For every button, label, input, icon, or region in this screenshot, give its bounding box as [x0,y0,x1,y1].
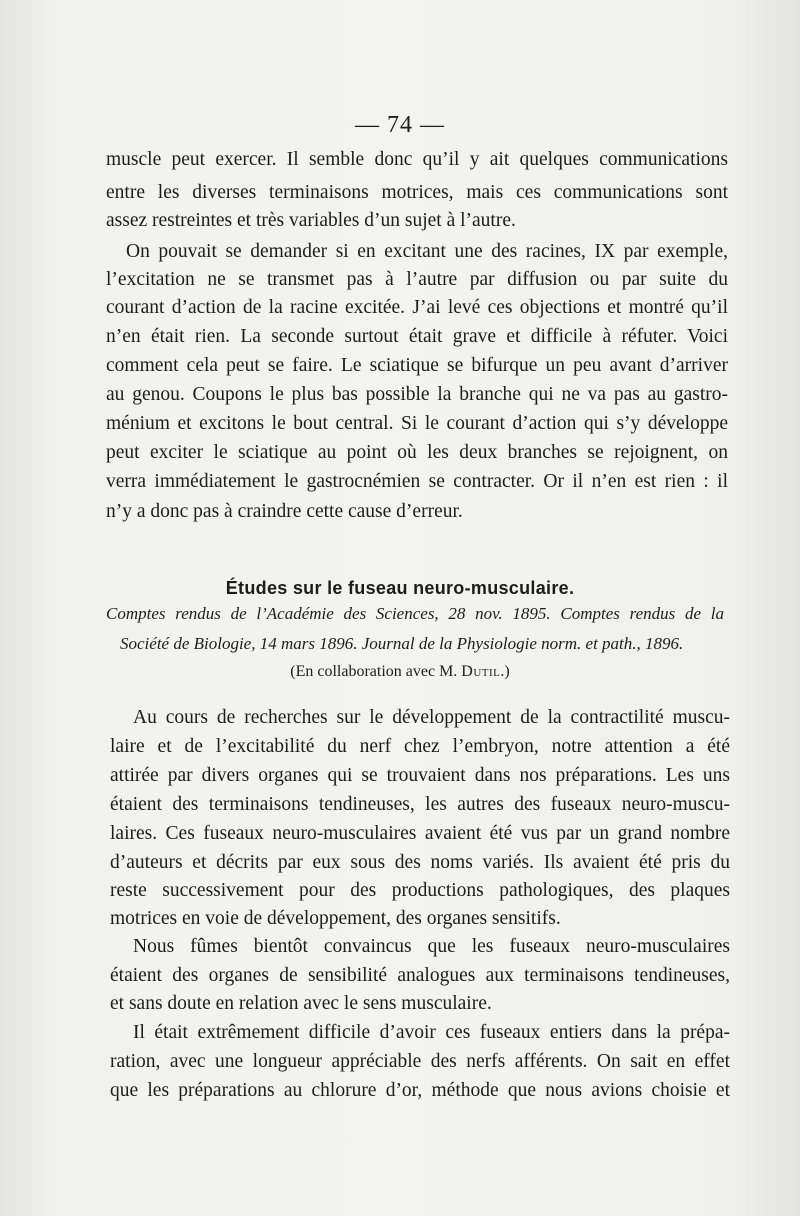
collaboration-note [0,660,800,684]
reference-line: Comptes rendus de l’Académie des Sciences, 28 nov. 1895. Comptes rendus de la [106,604,724,623]
collab-suffix: .) [500,663,510,680]
text-line: ménium et excitons le bout central. Si le courant d’action qui s’y développe [106,413,728,434]
text-line: Nous fûmes bientôt convaincus que les fuseaux neuro-musculaires [133,936,730,957]
collab-name: Dutil [461,663,501,680]
text-line: laires. Ces fuseaux neuro-musculaires avaient été vus par un grand nombre [110,823,730,844]
text-line: étaient des organes de sensibilité analogues aux terminaisons tendineuses, [110,965,730,986]
text-line: n’y a donc pas à craindre cette cause d’erreur. [106,501,463,522]
text-line: et sans doute en relation avec le sens musculaire. [110,993,492,1014]
text-line: au genou. Coupons le plus bas possible la branche qui ne va pas au gastro- [106,384,728,405]
text-line: étaient des terminaisons tendineuses, les autres des fuseaux neuro-muscu- [110,794,730,815]
text-line: entre les diverses terminaisons motrices, mais ces communications sont [106,182,728,203]
text-line: courant d’action de la racine excitée. J’ai levé ces objections et montré qu’il [106,297,728,318]
text-line: assez restreintes et très variables d’un sujet à l’autre. [106,210,516,231]
page-number: — 74 — [355,112,445,138]
text-line: que les préparations au chlorure d’or, méthode que nous avions choisie et [110,1080,730,1101]
text-line: laire et de l’excitabilité du nerf chez l’embryon, notre attention a été [110,736,730,757]
text-line: verra immédiatement le gastrocnémien se contracter. Or il n’en est rien : il [106,471,728,492]
collab-prefix: (En collaboration avec M. [290,663,458,680]
text-line: d’auteurs et décrits par eux sous des noms variés. Ils avaient été pris du [110,852,730,873]
text-line: n’en était rien. La seconde surtout était grave et difficile à réfuter. Voici [106,326,728,347]
text-line: muscle peut exercer. Il semble donc qu’il y ait quelques communications [106,149,728,170]
section-title: Études sur le fuseau neuro-musculaire. [225,578,575,598]
text-line: l’excitation ne se transmet pas à l’autre par diffusion ou par suite du [106,269,728,290]
text-line: attirée par divers organes qui se trouvaient dans nos préparations. Les uns [110,765,730,786]
text-line: comment cela peut se faire. Le sciatique se bifurque un peu avant d’arriver [106,355,728,376]
reference-line: Société de Biologie, 14 mars 1896. Journal de la Physiologie norm. et path., 1896. [120,634,684,653]
text-line: On pouvait se demander si en excitant une des racines, IX par exemple, [126,241,728,262]
text-line: peut exciter le sciatique au point où les deux branches se rejoignent, on [106,442,728,463]
text-line: Au cours de recherches sur le développement de la contractilité muscu- [133,707,730,728]
text-line: ration, avec une longueur appréciable des nerfs afférents. On sait en effet [110,1051,730,1072]
text-line: reste successivement pour des productions pathologiques, des plaques [110,880,730,901]
text-line: Il était extrêmement difficile d’avoir ces fuseaux entiers dans la prépa- [133,1022,730,1043]
text-line: motrices en voie de développement, des organes sensitifs. [110,908,561,929]
